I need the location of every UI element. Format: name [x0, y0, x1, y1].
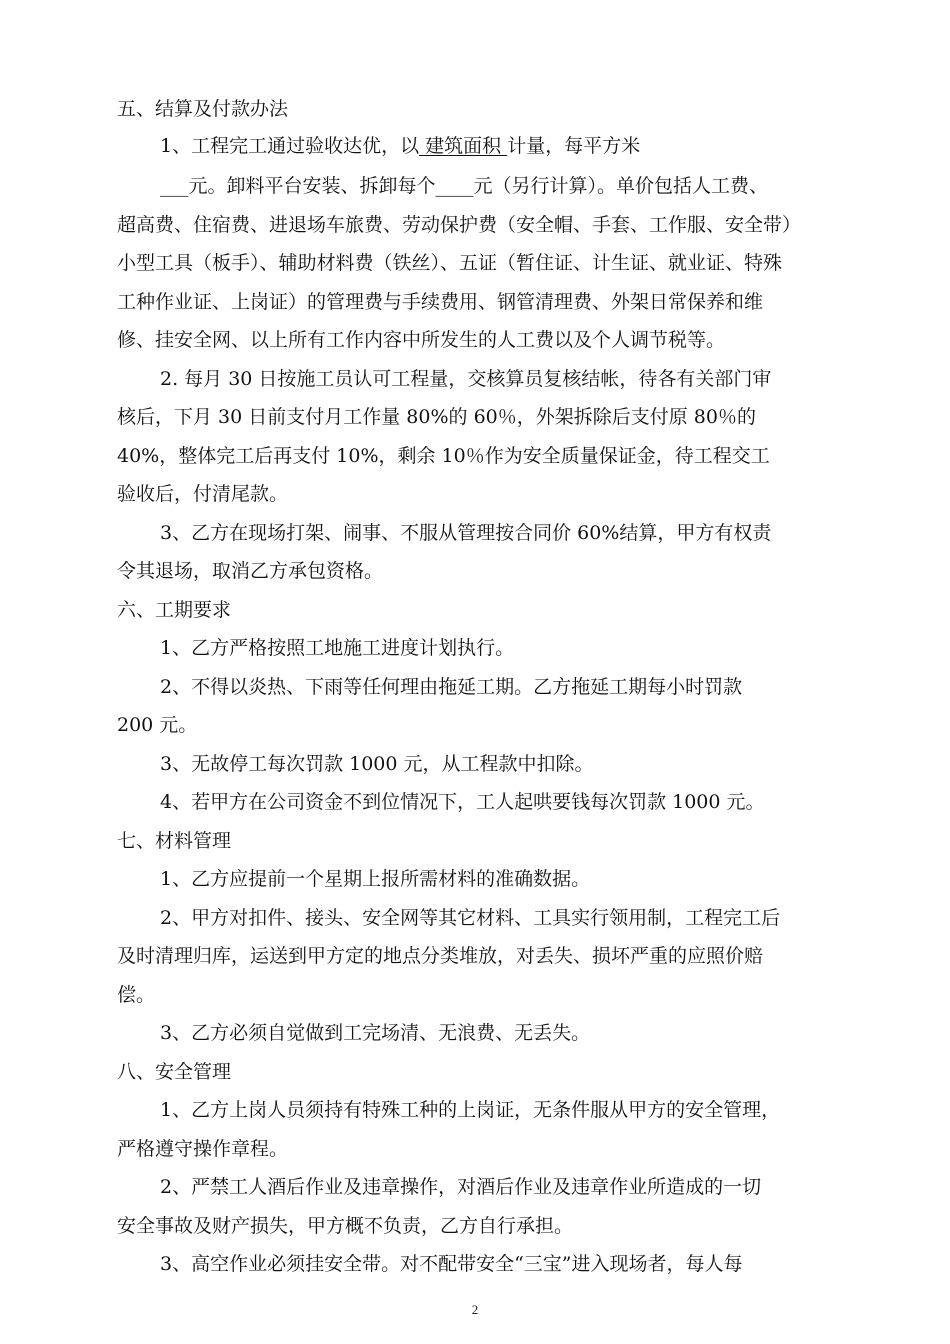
paragraph-line: 1、乙方严格按照工地施工进度计划执行。 [160, 637, 515, 659]
fill-blank-underlined: 建筑面积 [419, 135, 508, 157]
fill-blank: ___ [160, 175, 189, 197]
section-heading: 六、工期要求 [117, 599, 232, 621]
paragraph-line: 1、乙方应提前一个星期上报所需材料的准确数据。 [160, 868, 591, 890]
section-heading: 七、材料管理 [117, 830, 232, 852]
page-number: 2 [471, 1302, 479, 1317]
text-run: 计量，每平方米 [507, 135, 641, 157]
paragraph-line: 2、不得以炎热、下雨等任何理由拖延工期。乙方拖延工期每小时罚款 [160, 676, 743, 698]
paragraph-line: 40%，整体完工后再支付 10%，剩余 10％作为安全质量保证金，待工程交工 [117, 445, 770, 467]
section-heading: 五、结算及付款办法 [117, 98, 289, 120]
paragraph-line: 严格遵守操作章程。 [117, 1138, 289, 1160]
paragraph-line: 及时清理归库，运送到甲方定的地点分类堆放，对丢失、损坏严重的应照价赔 [117, 945, 764, 967]
paragraph-line: 3、无故停工每次罚款 1000 元，从工程款中扣除。 [160, 753, 594, 775]
paragraph-line: 3、乙方必须自觉做到工完场清、无浪费、无丢失。 [160, 1022, 591, 1044]
section-heading: 八、安全管理 [117, 1061, 232, 1083]
paragraph-line: 修、挂安全网、以上所有工作内容中所发生的人工费以及个人调节税等。 [117, 329, 726, 351]
paragraph-line: 安全事故及财产损失，甲方概不负责，乙方自行承担。 [117, 1215, 574, 1237]
paragraph-line: 偿。 [117, 984, 156, 1006]
paragraph-line [160, 173, 768, 199]
paragraph-line: 核后，下月 30 日前支付月工作量 80%的 60％，外架拆除后支付原 80％的 [117, 406, 756, 428]
paragraph-line: 2、严禁工人酒后作业及违章操作，对酒后作业及违章作业所造成的一切 [160, 1176, 762, 1198]
paragraph-line: 3、乙方在现场打架、闹事、不服从管理按合同价 60%结算，甲方有权责 [160, 522, 772, 544]
paragraph-line: 3、高空作业必须挂安全带。对不配带安全“三宝”进入现场者，每人每 [160, 1253, 743, 1275]
paragraph-line: 4、若甲方在公司资金不到位情况下，工人起哄要钱每次罚款 1000 元。 [160, 791, 765, 813]
paragraph-line: 小型工具（板手）、辅助材料费（铁丝）、五证（暂住证、计生证、就业证、特殊 [117, 252, 783, 274]
paragraph-line: 令其退场，取消乙方承包资格。 [117, 560, 384, 582]
text-run: 元。卸料平台安装、拆卸每个 [188, 175, 436, 197]
paragraph-line: 1、乙方上岗人员须持有特殊工种的上岗证，无条件服从甲方的安全管理， [160, 1099, 781, 1121]
paragraph-line: 200 元。 [117, 714, 198, 736]
paragraph-line: 验收后，付清尾款。 [117, 483, 289, 505]
paragraph-line [160, 133, 640, 159]
paragraph-line: 2、甲方对扣件、接头、安全网等其它材料、工具实行领用制，工程完工后 [160, 907, 781, 929]
paragraph-line: 2. 每月 30 日按施工员认可工程量，交核算员复核结帐，待各有关部门审 [160, 368, 772, 390]
fill-blank: ____ [435, 175, 474, 197]
text-run: 元（另行计算）。单价包括人工费、 [473, 175, 769, 197]
paragraph-line: 工种作业证、上岗证）的管理费与手续费用、钢管清理费、外架日常保养和维 [117, 291, 764, 313]
paragraph-line: 超高费、住宿费、进退场车旅费、劳动保护费（安全帽、手套、工作服、安全带） [117, 214, 802, 236]
text-run: 1、工程完工通过验收达优，以 [160, 135, 420, 157]
